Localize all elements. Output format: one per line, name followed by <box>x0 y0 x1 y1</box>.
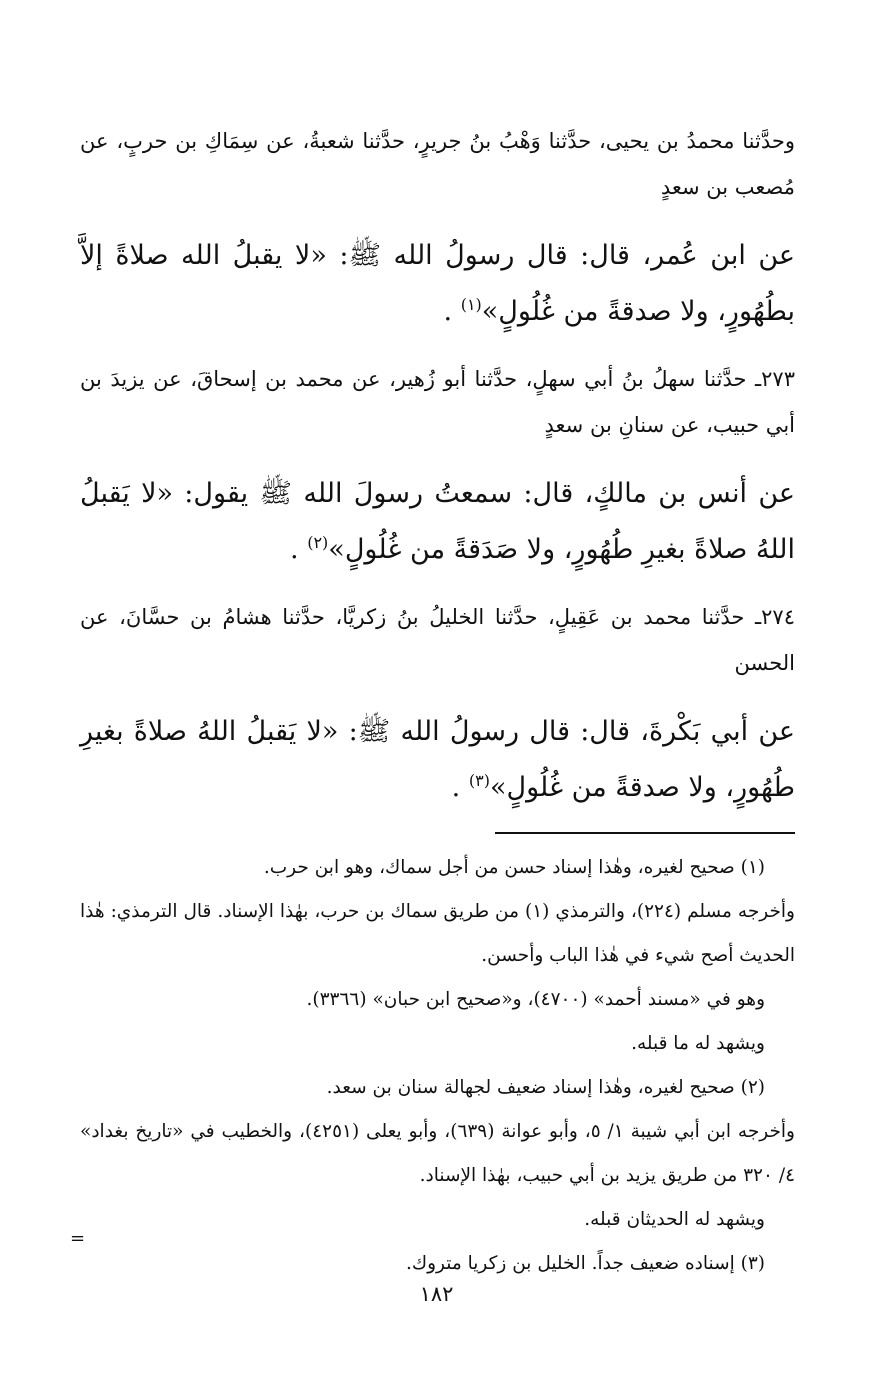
continuation-mark: = <box>70 1228 86 1249</box>
hadith-273-isnad: ٢٧٣ـ حدَّثنا سهلُ بنُ أبي سهلٍ، حدَّثنا أبو زُهير، عن محمد بن إسحاقَ، عن يزيدَ بن أبي حبيب، عن سنانِ بن سعدٍ <box>80 367 795 437</box>
footnote-1-witness: ويشهد له ما قبله. <box>631 1033 765 1054</box>
footnote-separator <box>495 832 795 834</box>
hadith-274-isnad: ٢٧٤ـ حدَّثنا محمد بن عَقِيلٍ، حدَّثنا الخليلُ بنُ زكريَّا، حدَّثنا هشامُ بن حسَّانَ، عن الحسن <box>80 605 795 675</box>
period: . <box>451 772 461 803</box>
page-content <box>80 118 795 1286</box>
hadith-273-matn-text: عن أنس بن مالكٍ، قال: سمعتُ رسولَ الله ﷺ يقول: «لا يَقبلُ اللهُ صلاةً بغيرِ طُهُورٍ، ولا صَدَقةً من غُلُولٍ» <box>80 478 795 565</box>
footnote-1-grade: (١) صحيح لغيره، وهٰذا إسناد حسن من أجل سماك، وهو ابن حرب. <box>263 857 765 878</box>
hadith-272-matn <box>80 228 795 340</box>
hadith-272-isnad: وحدَّثنا محمدُ بن يحيى، حدَّثنا وَهْبُ بنُ جريرٍ، حدَّثنا شعبةُ، عن سِمَاكِ بن حربٍ، عن مُصعب بن سعدٍ <box>80 129 795 199</box>
footnote-2-takhrij: وأخرجه ابن أبي شيبة ١/ ٥، وأبو عوانة (٦٣٩)، وأبو يعلى (٤٢٥١)، والخطيب في «تاريخ بغداد» ٤/ ٣٢٠ من طريق يزيد بن أبي حبيب، بهٰذا الإسناد. <box>80 1121 795 1186</box>
footnote-2-grade: (٢) صحيح لغيره، وهٰذا إسناد ضعيف لجهالة سنان بن سعد. <box>326 1077 765 1098</box>
hadith-274-matn <box>80 704 795 816</box>
hadith-272-matn-text: عن ابن عُمر، قال: قال رسولُ الله ﷺ: «لا يقبلُ الله صلاةً إلاَّ بطُهُورٍ، ولا صدقةً من غُلُولٍ» <box>80 240 795 327</box>
footnote-1-takhrij: وأخرجه مسلم (٢٢٤)، والترمذي (١) من طريق سماك بن حرب، بهٰذا الإسناد. قال الترمذي: هٰذا الحديث أصح شيء في هٰذا الباب وأحسن. <box>80 901 795 966</box>
hadith-273-matn <box>80 466 795 578</box>
footnote-3-grade: (٣) إسناده ضعيف جداً. الخليل بن زكريا متروك. <box>405 1253 765 1274</box>
footnote-2-witness: ويشهد له الحديثان قبله. <box>584 1209 765 1230</box>
period: . <box>443 296 453 327</box>
footnote-ref-3: (٣) <box>468 771 490 790</box>
period: . <box>290 534 299 565</box>
footnote-ref-1: (١) <box>460 295 482 314</box>
page-number: ١٨٢ <box>419 1282 454 1306</box>
footnote-1-musnad: وهو في «مسند أحمد» (٤٧٠٠)، و«صحيح ابن حبان» (٣٣٦٦). <box>306 989 765 1010</box>
footnote-ref-2: (٢) <box>307 533 329 552</box>
footnotes <box>80 846 795 1286</box>
hadith-274-matn-text: عن أبي بَكْرةَ، قال: قال رسولُ الله ﷺ: «لا يَقبلُ اللهُ صلاةً بغيرِ طُهُورٍ، ولا صدقةً من غُلُولٍ» <box>80 716 795 803</box>
